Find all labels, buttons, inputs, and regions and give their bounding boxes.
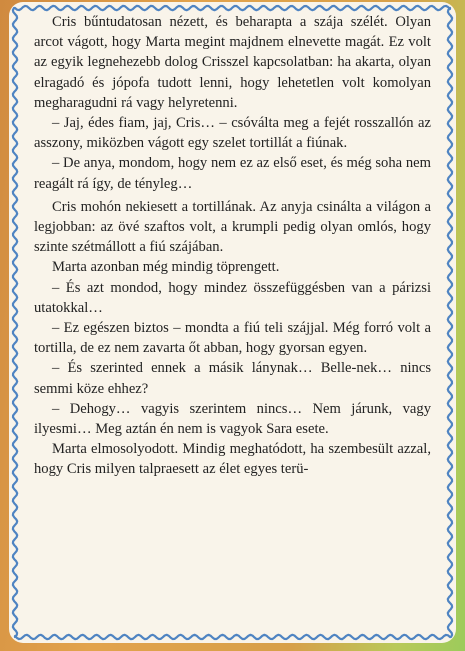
paragraph-4: Cris mohón nekiesett a tortillának. Az anyja csinálta a világon a legjobban: az övé szaftos volt, a krumpli pedig olyan omlós, hogy szinte szétmállott a fiú szájában. (34, 198, 431, 256)
paragraph-10: Marta elmosolyodott. Mindig meghatódott, ha szembesült azzal, hogy Cris milyen talpraesett az élet egyes terü- (34, 441, 431, 478)
paragraph-2: – Jaj, édes fiam, jaj, Cris… – csóválta meg a fejét rosszallón az asszony, miközben vágott egy szelet tortillát a fiúnak. (34, 115, 431, 152)
paragraph-8: – És szerinted ennek a másik lánynak… Belle-nek… nincs semmi köze ehhez? (34, 360, 431, 397)
paragraph-3: – De anya, mondom, hogy nem ez az első eset, és még soha nem reagált rá így, de tényleg… (34, 155, 431, 192)
story-text (34, 12, 431, 480)
paragraph-5: Marta azonban még mindig töprengett. (52, 259, 280, 276)
paragraph-9: – Dehogy… vagyis szerintem nincs… Nem járunk, vagy ilyesmi… Meg aztán én nem is vagyok Sara esete. (34, 400, 431, 438)
paragraph-1: Cris bűntudatosan nézett, és beharapta a szája szélét. Olyan arcot vágott, hogy Marta megint majdnem elnevette magát. Ez volt az egyik legnehezebb dolog Crisszel kapcsolatban: ha akarta, olyan elragadó és jópofa tudott lenni, hogy lehetetlen volt komolyan megharagudni rá vagy helyretenni. (34, 14, 431, 111)
paragraph-6: – És azt mondod, hogy mindez összefüggésben van a párizsi utatokkal… (34, 279, 431, 316)
paragraph-7: – Ez egészen biztos – mondta a fiú teli szájjal. Még forró volt a tortilla, de ez nem zavarta őt abban, hogy gyorsan egyen. (34, 320, 431, 357)
book-page (9, 2, 456, 643)
